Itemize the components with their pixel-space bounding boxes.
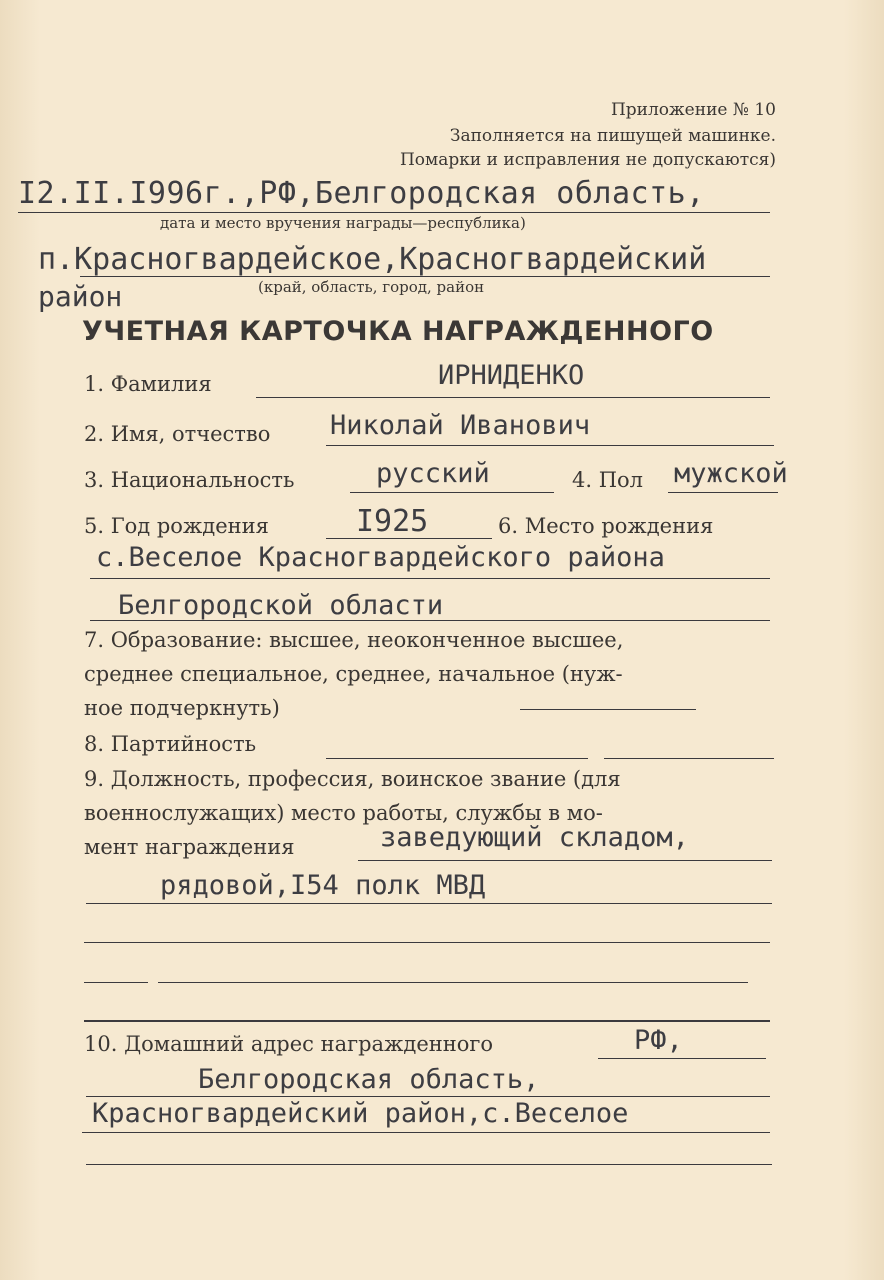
- nationality-value: русский: [376, 458, 490, 489]
- position-line1: 9. Должность, профессия, воинское звание (для: [84, 767, 621, 791]
- party-line-a: [326, 758, 588, 759]
- address-underline2: [86, 1096, 770, 1097]
- party-label: 8. Партийность: [84, 732, 257, 756]
- birthplace-line2: Белгородской области: [118, 590, 444, 621]
- address-value2: Белгородская область,: [198, 1064, 540, 1095]
- position-underline1: [358, 860, 772, 861]
- name-line: [326, 445, 774, 446]
- card-title: УЧЕТНАЯ КАРТОЧКА НАГРАЖДЕННОГО: [82, 316, 714, 347]
- address-underline1: [598, 1058, 766, 1059]
- surname-label: 1. Фамилия: [84, 372, 212, 396]
- surname-line: [256, 397, 770, 398]
- nationality-line: [350, 492, 554, 493]
- blank-line-2a: [84, 982, 148, 983]
- position-value1: заведующий складом,: [380, 822, 689, 853]
- sex-value: мужской: [674, 458, 788, 489]
- nationality-label: 3. Национальность: [84, 468, 295, 492]
- award-region-line1: п.Красногвардейское,Красногвардейский: [38, 242, 707, 277]
- party-line-b: [604, 758, 774, 759]
- education-line3: ное подчеркнуть): [84, 696, 280, 720]
- corrections-note: Помарки и исправления не допускаются): [399, 150, 776, 170]
- education-line2: среднее специальное, среднее, начальное (нуж-: [84, 662, 623, 686]
- birthplace-underline1: [90, 578, 770, 579]
- birth-year-label: 5. Год рождения: [84, 514, 269, 538]
- award-region-caption: (край, область, город, район: [258, 278, 485, 296]
- blank-line-2b: [158, 982, 748, 983]
- address-underline4: [86, 1164, 772, 1165]
- birthplace-line1: с.Веселое Красногвардейского района: [96, 542, 665, 573]
- birth-year-line: [326, 538, 492, 539]
- blank-line-1: [84, 942, 770, 943]
- education-line1: 7. Образование: высшее, неоконченное высшее,: [84, 628, 624, 652]
- sex-label: 4. Пол: [572, 468, 644, 492]
- blank-line-3: [84, 1020, 770, 1022]
- appendix-number: Приложение № 10: [610, 100, 776, 120]
- sex-line: [668, 492, 778, 493]
- award-date-line: [18, 212, 770, 213]
- birthplace-underline2: [90, 620, 770, 621]
- surname-value: ИРНИДЕНКО: [438, 360, 585, 391]
- award-date-caption: дата и место вручения награды—республика): [160, 214, 526, 232]
- address-label: 10. Домашний адрес награжденного: [84, 1032, 494, 1056]
- name-value: Николай Иванович: [330, 410, 591, 441]
- award-region-line2: район: [38, 280, 123, 313]
- typewriter-note: Заполняется на пишущей машинке.: [449, 126, 776, 146]
- position-underline2: [86, 903, 772, 904]
- education-line: [520, 709, 696, 710]
- address-value1: РФ,: [634, 1025, 683, 1056]
- award-region-underline: [80, 276, 770, 277]
- address-value3: Красногвардейский район,с.Веселое: [92, 1098, 629, 1129]
- award-date-place: I2.II.I996г.,РФ,Белгородская область,: [18, 176, 705, 211]
- position-line3: мент награждения: [84, 835, 295, 859]
- name-label: 2. Имя, отчество: [84, 422, 271, 446]
- birth-year-value: I925: [356, 504, 429, 539]
- position-line2: военнослужащих) место работы, службы в мо-: [84, 801, 603, 825]
- birthplace-label: 6. Место рождения: [498, 514, 714, 538]
- address-underline3: [82, 1132, 770, 1133]
- position-value2: рядовой,I54 полк МВД: [160, 870, 486, 901]
